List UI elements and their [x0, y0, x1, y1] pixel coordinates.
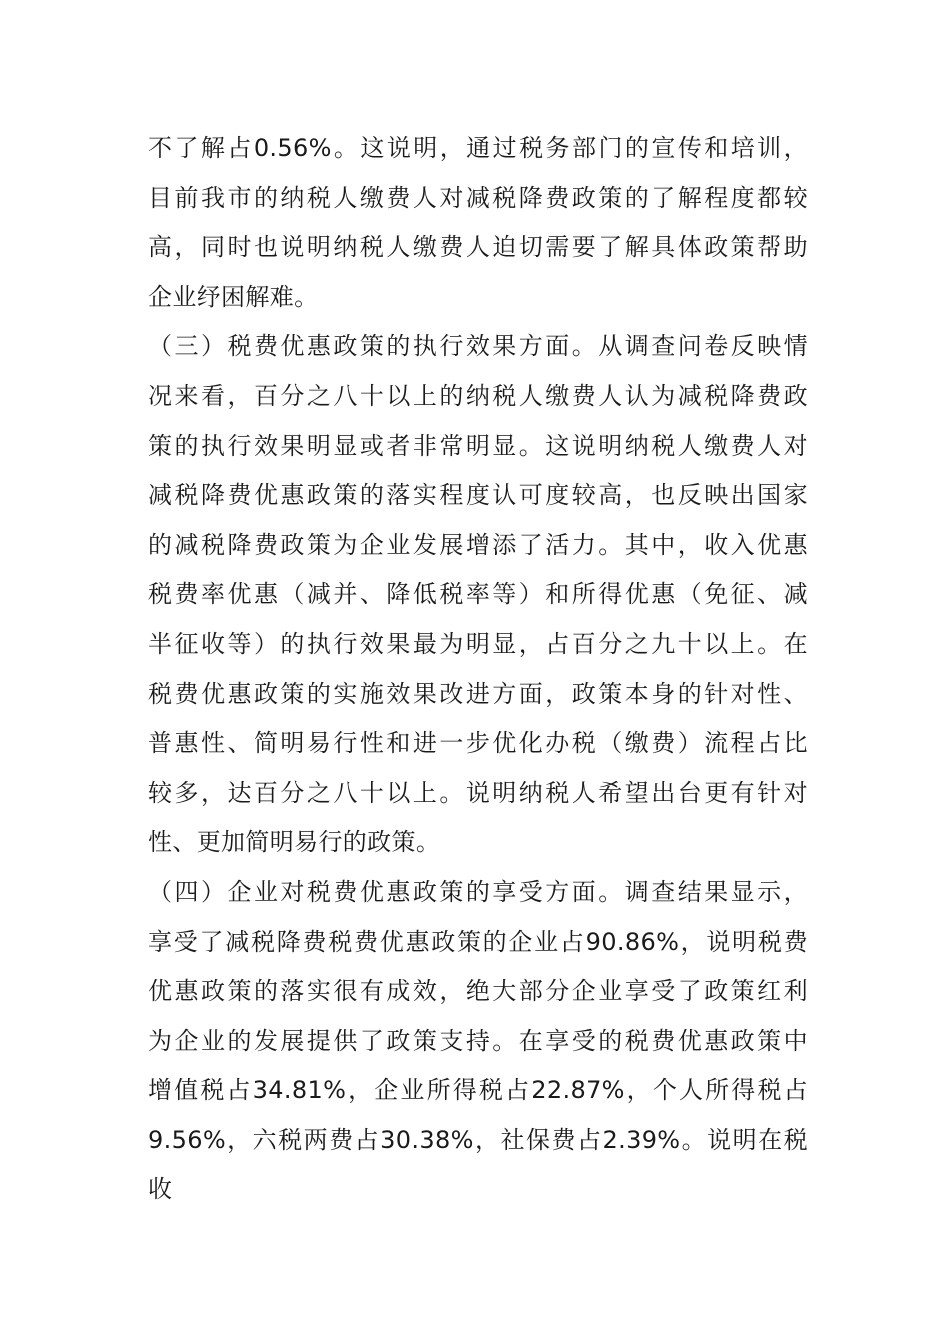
text-line: 企业纾困解难。 [148, 282, 319, 311]
text-line: 性、更加简明易行的政策。 [148, 828, 441, 857]
text-line: 增值税占34.81%，企业所得税占22.87%，个人所得税占 [148, 1076, 808, 1105]
text-line: 享受了减税降费税费优惠政策的企业占90.86%，说明税费 [148, 927, 808, 956]
text-line: （三）税费优惠政策的执行效果方面。从调查问卷反映情 [148, 332, 808, 361]
text-line: 况来看，百分之八十以上的纳税人缴费人认为减税降费政 [148, 381, 808, 410]
text-line: 9.56%，六税两费占30.38%，社保费占2.39%。说明在税 [148, 1125, 808, 1154]
text-line: 减税降费优惠政策的落实程度认可度较高，也反映出国家 [148, 481, 808, 510]
text-line: 不了解占0.56%。这说明，通过税务部门的宣传和培训， [148, 134, 808, 162]
text-line: 较多，达百分之八十以上。说明纳税人希望出台更有针对 [148, 778, 808, 807]
text-line: 优惠政策的落实很有成效，绝大部分企业享受了政策红利 [148, 977, 808, 1006]
text-line: 的减税降费政策为企业发展增添了活力。其中，收入优惠 [148, 530, 808, 559]
text-line: （四）企业对税费优惠政策的享受方面。调查结果显示， [148, 877, 808, 906]
text-line: 税费优惠政策的实施效果改进方面，政策本身的针对性、 [148, 679, 808, 708]
text-line: 为企业的发展提供了政策支持。在享受的税费优惠政策中 [148, 1026, 808, 1055]
text-line: 目前我市的纳税人缴费人对减税降费政策的了解程度都较 [148, 183, 808, 212]
text-line: 策的执行效果明显或者非常明显。这说明纳税人缴费人对 [148, 431, 808, 460]
text-line: 半征收等）的执行效果最为明显，占百分之九十以上。在 [148, 629, 808, 658]
text-line: 高，同时也说明纳税人缴费人迫切需要了解具体政策帮助 [148, 233, 808, 262]
body-text [148, 124, 808, 1215]
text-line: 税费率优惠（减并、降低税率等）和所得优惠（免征、减 [148, 580, 808, 609]
text-line: 普惠性、简明易行性和进一步优化办税（缴费）流程占比 [148, 729, 808, 758]
text-line: 收 [148, 1175, 173, 1204]
